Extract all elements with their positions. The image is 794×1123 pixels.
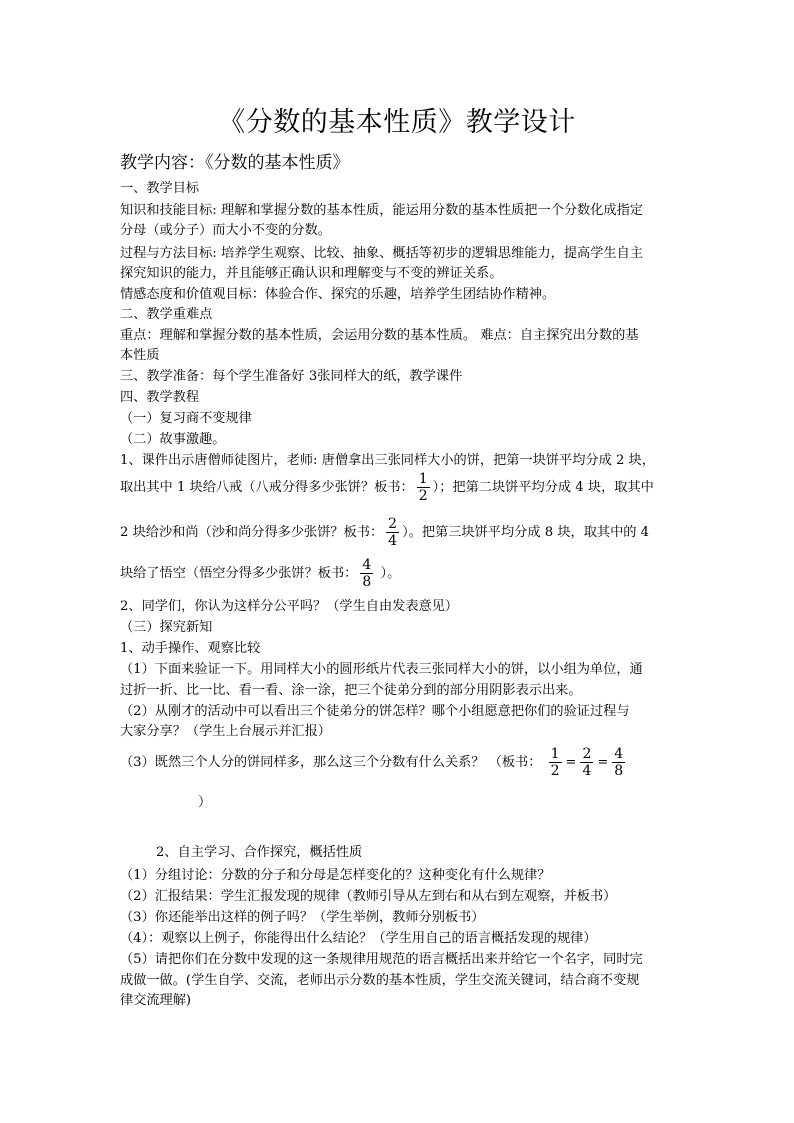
closing-paren: ） xyxy=(198,795,212,810)
paragraph-line: （1）分组讨论：分数的分子和分母是怎样变化的？这种变化有什么规律？ xyxy=(120,868,551,883)
paragraph-line: 2、同学们，你认为这样分公平吗？（学生自由发表意见） xyxy=(120,599,459,614)
paragraph-line: 知识和技能目标: 理解和掌握分数的基本性质，能运用分数的基本性质把一个分数化成指定 xyxy=(120,203,643,218)
paragraph-line: （2）从刚才的活动中可以看出三个徒弟分的饼怎样？哪个小组愿意把你们的验证过程与 xyxy=(120,704,630,719)
paragraph-line: 1、动手操作、观察比较 xyxy=(120,641,261,656)
text-segment: 取出其中 1 块给八戒（八戒分得多少张饼？板书： xyxy=(120,480,414,495)
sub-heading: 2、自主学习、合作探究，概括性质 xyxy=(156,845,363,860)
paragraph-line-with-equation xyxy=(120,746,628,779)
sub-heading: （二）故事激趣。 xyxy=(120,432,226,447)
paragraph-line: 本性质 xyxy=(120,348,160,363)
fraction-four-eighths xyxy=(360,557,373,590)
fraction-numerator: 1 xyxy=(418,471,428,487)
fraction-denominator: 2 xyxy=(418,488,428,504)
fraction-numerator: 2 xyxy=(582,746,592,762)
paragraph-line: 过折一折、比一比、看一看、涂一涂，把三个徒弟分到的部分用阴影表示出来。 xyxy=(120,683,582,698)
fraction-numerator: 4 xyxy=(614,746,624,762)
paragraph-line-with-fraction xyxy=(120,471,654,504)
page-title: 《分数的基本性质》教学设计 xyxy=(218,107,576,138)
paragraph-line: 大家分享？（学生上台展示并汇报） xyxy=(120,724,331,739)
paragraph-line: 分母（或分子）而大小不变的分数。 xyxy=(120,223,331,238)
paragraph-line-with-fraction xyxy=(120,557,400,590)
fraction-denominator: 8 xyxy=(614,763,624,779)
paragraph-line-with-fraction xyxy=(120,516,649,549)
section-heading: 四、教学教程 xyxy=(120,390,200,405)
text-segment: ）；把第二块饼平均分成 4 块，取其中 xyxy=(432,480,654,495)
fraction-two-fourths xyxy=(386,516,399,549)
paragraph-line: （4）：观察以上例子，你能得出什么结论？（学生用自己的语言概括发现的规律） xyxy=(120,931,597,946)
text-segment: （3）既然三个人分的饼同样多，那么这三个分数有什么关系？ （板书： xyxy=(120,755,542,770)
fraction-denominator: 4 xyxy=(388,533,398,549)
fraction-one-half xyxy=(417,471,430,504)
paragraph-line: 成做一做。(学生自学、交流，老师出示分数的基本性质，学生交流关键词，结合商不变规 xyxy=(120,973,640,988)
paragraph-line: （5）请把你们在分数中发现的这一条规律用规范的语言概括出来并给它一个名字，同时完 xyxy=(120,952,643,967)
fraction-four-eighths xyxy=(612,746,625,779)
text-segment: 2 块给沙和尚（沙和尚分得多少张饼？板书： xyxy=(120,525,384,540)
paragraph-line: 情感态度和价值观目标：体验合作、探究的乐趣，培养学生团结协作精神。 xyxy=(120,287,556,302)
text-segment: ）。 xyxy=(376,566,401,581)
section-heading: 三、教学准备：每个学生准备好 3张同样大的纸，教学课件 xyxy=(120,369,463,384)
paragraph-line: （3）你还能举出这样的例子吗？（学生举例，教师分别板书） xyxy=(120,910,485,925)
fraction-one-half xyxy=(549,746,562,779)
text-segment: 块给了悟空（悟空分得多少张饼？板书： xyxy=(120,566,358,581)
paragraph-line: 过程与方法目标: 培养学生观察、比较、抽象、概括等初步的逻辑思维能力，提高学生自主 xyxy=(120,246,643,261)
section-heading: 一、教学目标 xyxy=(120,181,200,196)
sub-heading: （一）复习商不变规律 xyxy=(120,411,252,426)
paragraph-line: 探究知识的能力，并且能够正确认识和理解变与不变的辨证关系。 xyxy=(120,266,503,281)
equals-sign: = xyxy=(597,754,609,770)
paragraph-line: （2）汇报结果：学生汇报发现的规律（教师引导从左到右和从右到左观察，并板书） xyxy=(120,889,617,904)
fraction-denominator: 4 xyxy=(582,763,592,779)
fraction-denominator: 2 xyxy=(550,763,560,779)
fraction-denominator: 8 xyxy=(362,574,372,590)
paragraph-line: （1）下面来验证一下。用同样大小的圆形纸片代表三张同样大小的饼，以小组为单位，通 xyxy=(120,662,643,677)
sub-heading: （三）探究新知 xyxy=(120,620,213,635)
paragraph-line: 律交流理解) xyxy=(120,993,192,1008)
paragraph-line: 1、课件出示唐僧师徒图片，老师: 唐僧拿出三张同样大小的饼，把第一块饼平均分成 2 块， xyxy=(120,453,655,468)
fraction-numerator: 1 xyxy=(550,746,560,762)
fraction-two-fourths xyxy=(580,746,593,779)
section-heading: 二、教学重难点 xyxy=(120,307,213,322)
equals-sign: = xyxy=(565,754,577,770)
text-segment: ）。把第三块饼平均分成 8 块，取其中的 4 xyxy=(402,525,650,540)
paragraph-line: 重点：理解和掌握分数的基本性质，会运用分数的基本性质。 难点：自主探究出分数的基 xyxy=(120,328,639,343)
teaching-content-heading: 教学内容：《分数的基本性质》 xyxy=(120,153,350,173)
fraction-numerator: 4 xyxy=(362,557,372,573)
fraction-numerator: 2 xyxy=(388,516,398,532)
